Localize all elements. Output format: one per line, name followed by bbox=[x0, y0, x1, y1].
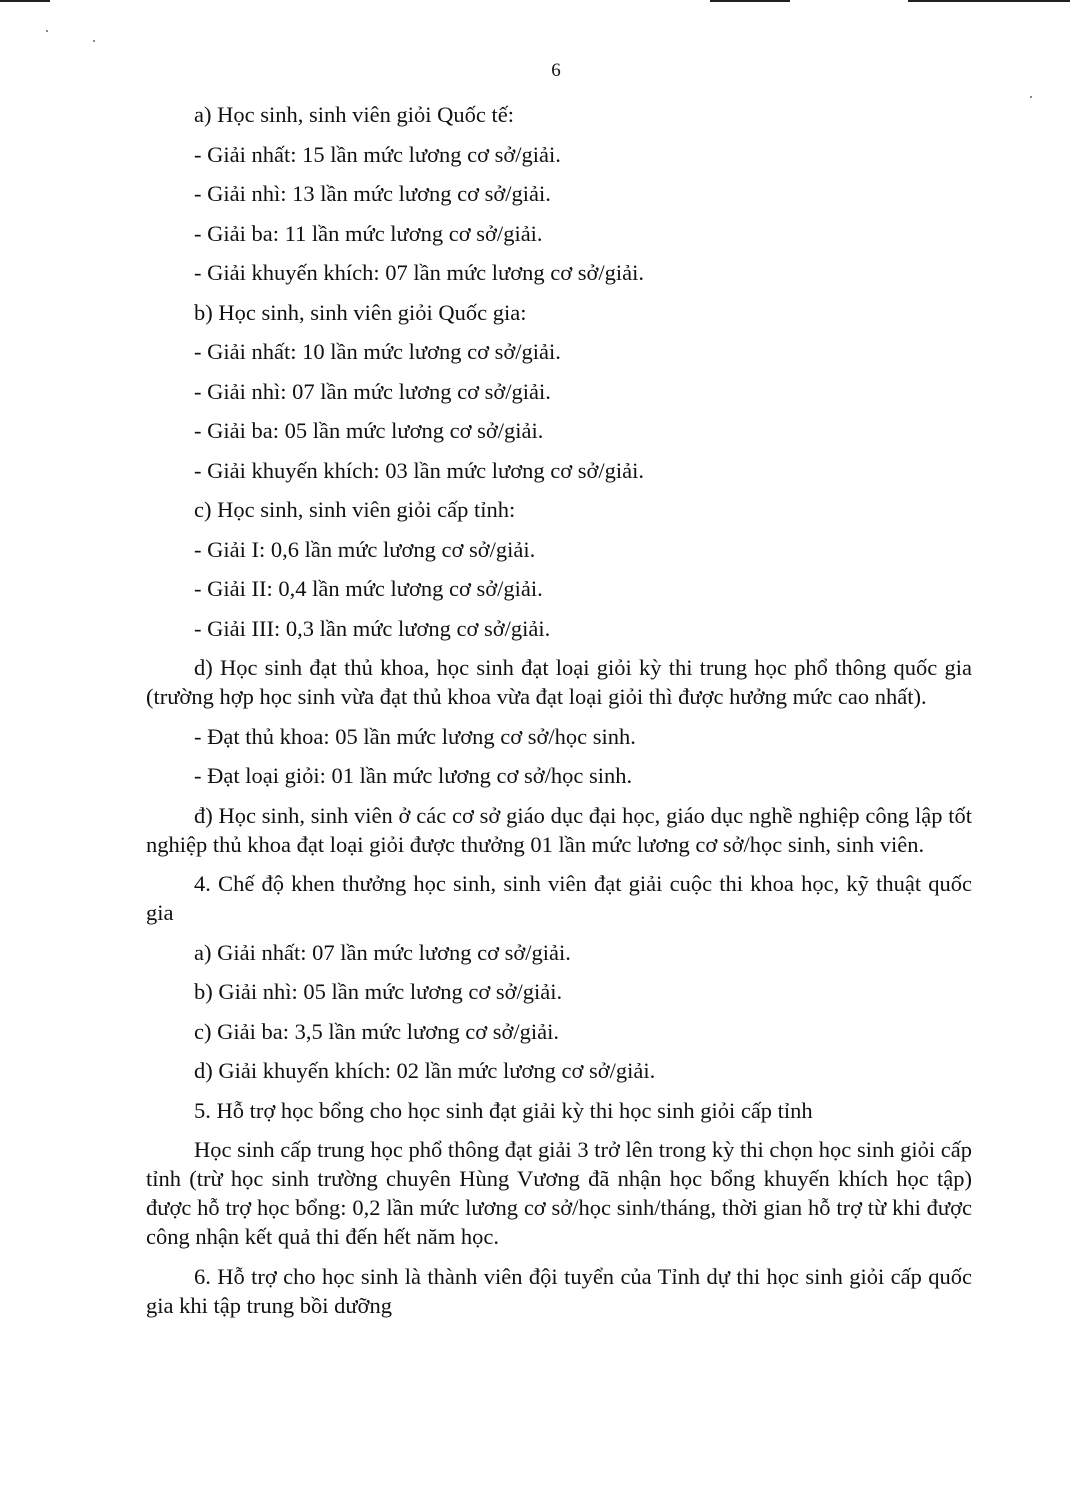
text-line: - Giải I: 0,6 lần mức lương cơ sở/giải. bbox=[194, 536, 536, 562]
scan-speck bbox=[93, 40, 95, 42]
paragraph: d) Học sinh đạt thủ khoa, học sinh đạt loại giỏi kỳ thi trung học phổ thông quốc gia (trường hợp học sinh vừa đạt thủ khoa vừa đạt loại giỏi thì được hưởng mức cao nhất). bbox=[146, 655, 972, 709]
text-line: a) Học sinh, sinh viên giỏi Quốc tế: bbox=[194, 102, 514, 127]
text-line: - Giải ba: 05 lần mức lương cơ sở/giải. bbox=[194, 418, 544, 443]
scan-edge-mark bbox=[710, 0, 790, 2]
text-line: - Giải nhì: 13 lần mức lương cơ sở/giải. bbox=[194, 181, 551, 206]
paragraph: đ) Học sinh, sinh viên ở các cơ sở giáo dục đại học, giáo dục nghề nghiệp công lập tốt nghiệp thủ khoa đạt loại giỏi được thưởng 01 lần mức lương cơ sở/học sinh, sinh viên. bbox=[146, 802, 972, 857]
scan-speck bbox=[1030, 96, 1032, 98]
text-line: - Giải nhì: 07 lần mức lương cơ sở/giải. bbox=[194, 378, 551, 404]
text-line: - Giải nhất: 10 lần mức lương cơ sở/giải. bbox=[194, 339, 561, 364]
text-line: - Giải khuyến khích: 07 lần mức lương cơ sở/giải. bbox=[194, 260, 644, 285]
text-line: c) Học sinh, sinh viên giỏi cấp tỉnh: bbox=[194, 497, 516, 522]
text-line: c) Giải ba: 3,5 lần mức lương cơ sở/giải. bbox=[194, 1018, 559, 1044]
text-line: - Giải khuyến khích: 03 lần mức lương cơ sở/giải. bbox=[194, 457, 644, 483]
text-line: - Giải II: 0,4 lần mức lương cơ sở/giải. bbox=[194, 576, 543, 601]
text-line: b) Học sinh, sinh viên giỏi Quốc gia: bbox=[194, 299, 527, 325]
text-line: - Đạt loại giỏi: 01 lần mức lương cơ sở/học sinh. bbox=[194, 763, 633, 788]
text-line: 5. Hỗ trợ học bổng cho học sinh đạt giải kỳ thi học sinh giỏi cấp tỉnh bbox=[194, 1097, 813, 1123]
scan-edge-mark bbox=[0, 0, 50, 2]
document-body bbox=[146, 100, 972, 1330]
text-line: - Giải nhất: 15 lần mức lương cơ sở/giải. bbox=[194, 141, 561, 167]
text-line: - Đạt thủ khoa: 05 lần mức lương cơ sở/học sinh. bbox=[194, 723, 636, 749]
text-line: b) Giải nhì: 05 lần mức lương cơ sở/giải. bbox=[194, 979, 563, 1004]
paragraph: 4. Chế độ khen thưởng học sinh, sinh viên đạt giải cuộc thi khoa học, kỹ thuật quốc gia bbox=[146, 871, 972, 925]
text-line: a) Giải nhất: 07 lần mức lương cơ sở/giải. bbox=[194, 939, 571, 965]
paragraph: 6. Hỗ trợ cho học sinh là thành viên đội tuyển của Tỉnh dự thi học sinh giỏi cấp quốc gia khi tập trung bồi dưỡng bbox=[146, 1263, 972, 1318]
paragraph: Học sinh cấp trung học phổ thông đạt giải 3 trở lên trong kỳ thi chọn học sinh giỏi cấp tỉnh (trừ học sinh trường chuyên Hùng Vương đã nhận học bổng khuyến khích học tập) được hỗ trợ học bổng: 0,2 lần mức lương cơ sở/học sinh/tháng, thời gian hỗ trợ từ khi được công nhận kết quả thi đến hết năm học. bbox=[146, 1137, 972, 1249]
text-line: - Giải ba: 11 lần mức lương cơ sở/giải. bbox=[194, 220, 543, 246]
page-number: 6 bbox=[551, 60, 561, 81]
text-line: d) Giải khuyến khích: 02 lần mức lương cơ sở/giải. bbox=[194, 1058, 656, 1083]
text-line: - Giải III: 0,3 lần mức lương cơ sở/giải. bbox=[194, 615, 551, 641]
scan-edge-mark bbox=[908, 0, 1070, 2]
scan-speck bbox=[46, 30, 48, 32]
